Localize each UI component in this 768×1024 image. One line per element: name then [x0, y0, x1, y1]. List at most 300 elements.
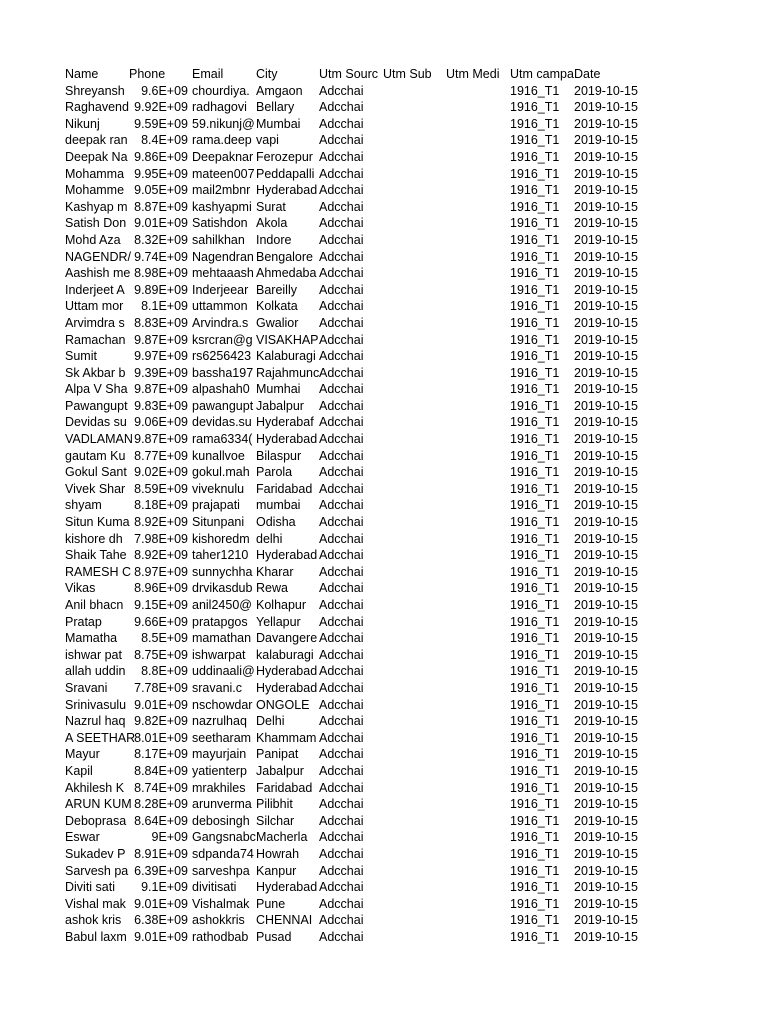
cell-utm-medium[interactable] [445, 348, 509, 365]
cell-utm-source[interactable]: Adcchai [319, 581, 364, 596]
cell-city[interactable]: Jabalpur [256, 398, 304, 413]
cell-phone[interactable]: 8.92E+09 [134, 515, 188, 530]
cell-name[interactable]: Vishal mak [65, 896, 126, 911]
cell-city[interactable]: Delhi [256, 714, 285, 729]
cell-utm-campaign[interactable]: 1916_T1 [510, 100, 560, 115]
cell-utm-medium[interactable] [445, 215, 509, 232]
cell-utm-campaign[interactable]: 1916_T1 [510, 797, 560, 812]
cell-email[interactable]: mrakhiles [192, 780, 246, 795]
cell-phone[interactable]: 7.78E+09 [134, 680, 188, 695]
cell-city[interactable]: Peddapalli [256, 166, 315, 181]
cell-phone[interactable]: 9.86E+09 [134, 149, 188, 164]
cell-utm-medium[interactable] [445, 232, 509, 249]
cell-city[interactable]: Surat [256, 199, 286, 214]
cell-date[interactable]: 2019-10-15 [574, 299, 638, 314]
cell-email[interactable]: sunnychha [192, 564, 253, 579]
cell-city[interactable]: Akola [256, 216, 288, 231]
cell-utm-source[interactable]: Adcchai [319, 183, 364, 198]
cell-email[interactable]: prajapati [192, 498, 240, 513]
cell-utm-medium[interactable] [445, 896, 509, 913]
cell-utm-campaign[interactable]: 1916_T1 [510, 813, 560, 828]
cell-utm-sub[interactable] [382, 199, 445, 216]
cell-utm-campaign[interactable]: 1916_T1 [510, 631, 560, 646]
cell-name[interactable]: A SEETHAR [65, 730, 136, 745]
cell-utm-medium[interactable] [445, 199, 509, 216]
cell-phone[interactable]: 9.87E+09 [134, 382, 188, 397]
cell-name[interactable]: shyam [65, 498, 102, 513]
cell-name[interactable]: Kashyap m [65, 199, 128, 214]
cell-date[interactable]: 2019-10-15 [574, 830, 638, 845]
cell-utm-sub[interactable] [382, 663, 445, 680]
cell-utm-sub[interactable] [382, 265, 445, 282]
cell-email[interactable]: Inderjeear [192, 282, 249, 297]
cell-phone[interactable]: 9.06E+09 [134, 415, 188, 430]
cell-utm-medium[interactable] [445, 431, 509, 448]
cell-name[interactable]: Gokul Sant [65, 465, 127, 480]
cell-email[interactable]: arunverma [192, 797, 252, 812]
cell-name[interactable]: Akhilesh K [65, 780, 125, 795]
header-cell-date[interactable]: Date [574, 67, 601, 81]
cell-utm-medium[interactable] [445, 282, 509, 299]
cell-utm-sub[interactable] [382, 630, 445, 647]
cell-city[interactable]: VISAKHAP [256, 332, 319, 347]
cell-city[interactable]: Hyderabad [256, 432, 318, 447]
cell-name[interactable]: ashok kris [65, 913, 122, 928]
cell-utm-source[interactable]: Adcchai [319, 216, 364, 231]
cell-date[interactable]: 2019-10-15 [574, 332, 638, 347]
cell-city[interactable]: Bellary [256, 100, 295, 115]
cell-utm-medium[interactable] [445, 166, 509, 183]
cell-email[interactable]: mateen007 [192, 166, 255, 181]
cell-utm-sub[interactable] [382, 215, 445, 232]
cell-email[interactable]: anil2450@ [192, 598, 252, 612]
cell-name[interactable]: Ramachan [65, 332, 126, 347]
cell-utm-source[interactable]: Adcchai [319, 780, 364, 795]
cell-date[interactable]: 2019-10-15 [574, 116, 638, 131]
cell-utm-sub[interactable] [382, 580, 445, 597]
cell-email[interactable]: chourdiya. [192, 83, 250, 98]
cell-city[interactable]: Bareilly [256, 282, 297, 297]
cell-email[interactable]: drvikasdub [192, 581, 253, 596]
cell-utm-sub[interactable] [382, 730, 445, 747]
cell-city[interactable]: Bilaspur [256, 448, 302, 463]
cell-date[interactable]: 2019-10-15 [574, 647, 638, 662]
cell-email[interactable]: bassha197 [192, 365, 254, 380]
cell-city[interactable]: ONGOLE [256, 697, 310, 712]
cell-date[interactable]: 2019-10-15 [574, 929, 638, 944]
cell-utm-sub[interactable] [382, 763, 445, 780]
cell-phone[interactable]: 9.87E+09 [134, 332, 188, 347]
cell-date[interactable]: 2019-10-15 [574, 631, 638, 646]
cell-utm-sub[interactable] [382, 99, 445, 116]
cell-utm-sub[interactable] [382, 896, 445, 913]
cell-utm-sub[interactable] [382, 132, 445, 149]
cell-utm-sub[interactable] [382, 414, 445, 431]
cell-phone[interactable]: 9.83E+09 [134, 398, 188, 413]
cell-utm-campaign[interactable]: 1916_T1 [510, 349, 560, 364]
cell-utm-source[interactable]: Adcchai [319, 232, 364, 247]
cell-utm-medium[interactable] [445, 265, 509, 282]
cell-name[interactable]: Mamatha [65, 631, 118, 646]
cell-city[interactable]: Pune [256, 896, 286, 911]
cell-name[interactable]: Raghavend [65, 100, 129, 115]
cell-city[interactable]: Silchar [256, 813, 295, 828]
cell-email[interactable]: sahilkhan [192, 232, 245, 247]
cell-phone[interactable]: 9.92E+09 [134, 100, 188, 115]
cell-utm-medium[interactable] [445, 813, 509, 830]
cell-utm-campaign[interactable]: 1916_T1 [510, 481, 560, 496]
cell-name[interactable]: Mohamma [65, 166, 125, 181]
cell-city[interactable]: Faridabad [256, 780, 313, 795]
cell-city[interactable]: Faridabad [256, 481, 313, 496]
cell-date[interactable]: 2019-10-15 [574, 216, 638, 231]
cell-utm-source[interactable]: Adcchai [319, 133, 364, 148]
cell-date[interactable]: 2019-10-15 [574, 680, 638, 695]
cell-name[interactable]: Pawangupt [65, 398, 128, 413]
cell-phone[interactable]: 8.5E+09 [141, 631, 188, 646]
cell-utm-source[interactable]: Adcchai [319, 863, 364, 878]
cell-utm-source[interactable]: Adcchai [319, 929, 364, 944]
cell-utm-source[interactable]: Adcchai [319, 299, 364, 314]
cell-phone[interactable]: 8.74E+09 [134, 780, 188, 795]
cell-name[interactable]: Uttam mor [65, 299, 124, 314]
cell-utm-medium[interactable] [445, 481, 509, 498]
cell-city[interactable]: Ferozepur [256, 149, 313, 164]
cell-utm-sub[interactable] [382, 249, 445, 266]
cell-utm-medium[interactable] [445, 116, 509, 133]
cell-email[interactable]: pratapgos [192, 614, 248, 629]
cell-city[interactable]: Hyderabad [256, 183, 318, 198]
cell-name[interactable]: Mohd Aza [65, 232, 121, 247]
cell-email[interactable]: ishwarpat [192, 647, 246, 662]
cell-utm-medium[interactable] [445, 99, 509, 116]
cell-phone[interactable]: 9.39E+09 [134, 365, 188, 380]
cell-city[interactable]: Gwalior [256, 315, 299, 330]
cell-utm-medium[interactable] [445, 746, 509, 763]
cell-email[interactable]: sravani.c [192, 680, 243, 695]
cell-city[interactable]: Ahmedaba [256, 266, 317, 281]
cell-city[interactable]: Kolhapur [256, 598, 307, 612]
cell-name[interactable]: Nikunj [65, 116, 100, 131]
cell-utm-source[interactable]: Adcchai [319, 880, 364, 895]
cell-phone[interactable]: 8.28E+09 [134, 797, 188, 812]
cell-date[interactable]: 2019-10-15 [574, 913, 638, 928]
cell-email[interactable]: uddinaali@ [192, 664, 255, 679]
cell-city[interactable]: Yellapur [256, 614, 301, 629]
cell-utm-campaign[interactable]: 1916_T1 [510, 929, 560, 944]
cell-city[interactable]: CHENNAI [256, 913, 313, 928]
cell-city[interactable]: Mumbai [256, 116, 301, 131]
cell-phone[interactable]: 9.89E+09 [134, 282, 188, 297]
cell-city[interactable]: Odisha [256, 515, 296, 530]
cell-name[interactable]: Alpa V Sha [65, 382, 128, 397]
cell-utm-source[interactable]: Adcchai [319, 448, 364, 463]
cell-utm-medium[interactable] [445, 663, 509, 680]
cell-utm-medium[interactable] [445, 514, 509, 531]
cell-phone[interactable]: 8.83E+09 [134, 315, 188, 330]
cell-utm-source[interactable]: Adcchai [319, 166, 364, 181]
cell-email[interactable]: Arvindra.s [192, 315, 249, 330]
cell-utm-medium[interactable] [445, 680, 509, 697]
cell-utm-sub[interactable] [382, 365, 445, 382]
cell-date[interactable]: 2019-10-15 [574, 465, 638, 480]
cell-phone[interactable]: 9.87E+09 [134, 432, 188, 447]
cell-utm-medium[interactable] [445, 497, 509, 514]
cell-utm-sub[interactable] [382, 597, 445, 614]
cell-date[interactable]: 2019-10-15 [574, 315, 638, 330]
cell-utm-source[interactable]: Adcchai [319, 481, 364, 496]
cell-name[interactable]: Srinivasulu [65, 697, 127, 712]
cell-utm-campaign[interactable]: 1916_T1 [510, 780, 560, 795]
cell-phone[interactable]: 8.84E+09 [134, 763, 188, 778]
cell-utm-medium[interactable] [445, 730, 509, 747]
header-cell-utm-sub[interactable]: Utm Sub [383, 67, 432, 81]
cell-city[interactable]: Davangere [256, 631, 318, 646]
cell-phone[interactable]: 9.6E+09 [141, 83, 188, 98]
cell-email[interactable]: pawangupt [192, 398, 254, 413]
cell-utm-sub[interactable] [382, 796, 445, 813]
cell-utm-campaign[interactable]: 1916_T1 [510, 432, 560, 447]
cell-name[interactable]: Kapil [65, 763, 93, 778]
cell-email[interactable]: mamathan [192, 631, 252, 646]
cell-utm-campaign[interactable]: 1916_T1 [510, 282, 560, 297]
cell-utm-sub[interactable] [382, 448, 445, 465]
cell-utm-medium[interactable] [445, 381, 509, 398]
cell-phone[interactable]: 9.05E+09 [134, 183, 188, 198]
cell-phone[interactable]: 9.01E+09 [134, 929, 188, 944]
cell-utm-sub[interactable] [382, 464, 445, 481]
cell-email[interactable]: rama.deep [192, 133, 252, 148]
cell-email[interactable]: nschowdar [192, 697, 253, 712]
cell-phone[interactable]: 9.1E+09 [141, 880, 188, 895]
cell-name[interactable]: Shaik Tahe [65, 548, 127, 563]
cell-phone[interactable]: 9.82E+09 [134, 714, 188, 729]
cell-utm-source[interactable]: Adcchai [319, 913, 364, 928]
cell-utm-campaign[interactable]: 1916_T1 [510, 614, 560, 629]
cell-utm-sub[interactable] [382, 531, 445, 548]
cell-utm-sub[interactable] [382, 879, 445, 896]
cell-utm-campaign[interactable]: 1916_T1 [510, 382, 560, 397]
cell-date[interactable]: 2019-10-15 [574, 149, 638, 164]
cell-utm-sub[interactable] [382, 564, 445, 581]
cell-utm-sub[interactable] [382, 166, 445, 183]
cell-date[interactable]: 2019-10-15 [574, 398, 638, 413]
cell-utm-sub[interactable] [382, 497, 445, 514]
cell-utm-sub[interactable] [382, 746, 445, 763]
cell-utm-medium[interactable] [445, 365, 509, 382]
cell-utm-campaign[interactable]: 1916_T1 [510, 680, 560, 695]
cell-name[interactable]: Vivek Shar [65, 481, 126, 496]
cell-utm-sub[interactable] [382, 680, 445, 697]
cell-utm-campaign[interactable]: 1916_T1 [510, 763, 560, 778]
cell-utm-campaign[interactable]: 1916_T1 [510, 863, 560, 878]
cell-city[interactable]: kalaburagi [256, 647, 314, 662]
cell-utm-sub[interactable] [382, 182, 445, 199]
cell-email[interactable]: radhagovi [192, 100, 247, 115]
cell-name[interactable]: gautam Ku [65, 448, 126, 463]
cell-utm-source[interactable]: Adcchai [319, 747, 364, 762]
cell-name[interactable]: ishwar pat [65, 647, 122, 662]
cell-utm-medium[interactable] [445, 713, 509, 730]
cell-utm-medium[interactable] [445, 298, 509, 315]
cell-phone[interactable]: 9.74E+09 [134, 249, 188, 264]
cell-name[interactable]: Deepak Na [65, 149, 128, 164]
cell-utm-medium[interactable] [445, 249, 509, 266]
cell-email[interactable]: debosingh [192, 813, 250, 828]
cell-utm-sub[interactable] [382, 929, 445, 946]
cell-date[interactable]: 2019-10-15 [574, 730, 638, 745]
cell-utm-medium[interactable] [445, 796, 509, 813]
cell-name[interactable]: kishore dh [65, 531, 123, 546]
cell-phone[interactable]: 7.98E+09 [134, 531, 188, 546]
cell-utm-source[interactable]: Adcchai [319, 266, 364, 281]
cell-utm-source[interactable]: Adcchai [319, 763, 364, 778]
cell-phone[interactable]: 9.95E+09 [134, 166, 188, 181]
cell-utm-campaign[interactable]: 1916_T1 [510, 365, 560, 380]
cell-utm-sub[interactable] [382, 614, 445, 631]
cell-utm-campaign[interactable]: 1916_T1 [510, 199, 560, 214]
cell-utm-medium[interactable] [445, 763, 509, 780]
cell-city[interactable]: Kalaburagi [256, 349, 316, 364]
cell-name[interactable]: Inderjeet A [65, 282, 125, 297]
cell-phone[interactable]: 8.92E+09 [134, 548, 188, 563]
cell-utm-sub[interactable] [382, 829, 445, 846]
cell-date[interactable]: 2019-10-15 [574, 564, 638, 579]
cell-name[interactable]: ARUN KUM [65, 797, 132, 812]
cell-phone[interactable]: 8.32E+09 [134, 232, 188, 247]
cell-email[interactable]: sarveshpa [192, 863, 250, 878]
cell-utm-medium[interactable] [445, 697, 509, 714]
cell-date[interactable]: 2019-10-15 [574, 763, 638, 778]
cell-email[interactable]: ashokkris [192, 913, 245, 928]
cell-utm-source[interactable]: Adcchai [319, 332, 364, 347]
cell-date[interactable]: 2019-10-15 [574, 166, 638, 181]
cell-utm-medium[interactable] [445, 547, 509, 564]
cell-name[interactable]: Arvimdra s [65, 315, 125, 330]
cell-utm-campaign[interactable]: 1916_T1 [510, 249, 560, 264]
cell-phone[interactable]: 9.01E+09 [134, 697, 188, 712]
cell-phone[interactable]: 8.97E+09 [134, 564, 188, 579]
cell-utm-medium[interactable] [445, 647, 509, 664]
cell-name[interactable]: Eswar [65, 830, 100, 845]
cell-email[interactable]: devidas.su [192, 415, 252, 430]
cell-city[interactable]: Panipat [256, 747, 299, 762]
cell-utm-medium[interactable] [445, 531, 509, 548]
cell-utm-campaign[interactable]: 1916_T1 [510, 548, 560, 563]
cell-phone[interactable]: 8.01E+09 [134, 730, 188, 745]
cell-email[interactable]: Vishalmak [192, 896, 250, 911]
cell-utm-medium[interactable] [445, 846, 509, 863]
cell-utm-source[interactable]: Adcchai [319, 531, 364, 546]
cell-utm-medium[interactable] [445, 448, 509, 465]
cell-utm-source[interactable]: Adcchai [319, 282, 364, 297]
cell-email[interactable]: mehtaaash [192, 266, 254, 281]
cell-utm-campaign[interactable]: 1916_T1 [510, 299, 560, 314]
cell-utm-source[interactable]: Adcchai [319, 432, 364, 447]
cell-utm-campaign[interactable]: 1916_T1 [510, 664, 560, 679]
cell-phone[interactable]: 9.01E+09 [134, 896, 188, 911]
cell-utm-sub[interactable] [382, 398, 445, 415]
cell-utm-source[interactable]: Adcchai [319, 647, 364, 662]
cell-date[interactable]: 2019-10-15 [574, 614, 638, 629]
cell-date[interactable]: 2019-10-15 [574, 266, 638, 281]
cell-phone[interactable]: 8.4E+09 [141, 133, 188, 148]
cell-name[interactable]: Sarvesh pa [65, 863, 129, 878]
cell-email[interactable]: rathodbab [192, 929, 249, 944]
cell-utm-sub[interactable] [382, 813, 445, 830]
cell-date[interactable]: 2019-10-15 [574, 448, 638, 463]
cell-name[interactable]: VADLAMAN [65, 432, 133, 447]
cell-city[interactable]: Mumhai [256, 382, 301, 397]
cell-utm-source[interactable]: Adcchai [319, 149, 364, 164]
cell-date[interactable]: 2019-10-15 [574, 232, 638, 247]
cell-city[interactable]: Indore [256, 232, 292, 247]
cell-date[interactable]: 2019-10-15 [574, 100, 638, 115]
cell-city[interactable]: Khammam [256, 730, 317, 745]
cell-name[interactable]: Nazrul haq [65, 714, 126, 729]
header-cell-utm-campaign[interactable]: Utm campa [510, 67, 574, 81]
cell-utm-source[interactable]: Adcchai [319, 714, 364, 729]
cell-name[interactable]: Sk Akbar b [65, 365, 126, 380]
cell-date[interactable]: 2019-10-15 [574, 365, 638, 380]
cell-city[interactable]: Howrah [256, 846, 300, 861]
cell-utm-sub[interactable] [382, 547, 445, 564]
header-cell-utm-source[interactable]: Utm Sourc [319, 67, 379, 81]
cell-email[interactable]: kunallvoe [192, 448, 245, 463]
cell-utm-sub[interactable] [382, 431, 445, 448]
cell-phone[interactable]: 8.1E+09 [141, 299, 188, 314]
cell-utm-source[interactable]: Adcchai [319, 631, 364, 646]
cell-utm-campaign[interactable]: 1916_T1 [510, 846, 560, 861]
cell-utm-campaign[interactable]: 1916_T1 [510, 913, 560, 928]
cell-utm-source[interactable]: Adcchai [319, 797, 364, 812]
cell-email[interactable]: nazrulhaq [192, 714, 247, 729]
cell-phone[interactable]: 9.01E+09 [134, 216, 188, 231]
cell-city[interactable]: Kolkata [256, 299, 298, 314]
cell-name[interactable]: Pratap [65, 614, 102, 629]
cell-name[interactable]: Sumit [65, 349, 97, 364]
cell-utm-sub[interactable] [382, 780, 445, 797]
cell-name[interactable]: Deboprasa [65, 813, 127, 828]
cell-utm-medium[interactable] [445, 912, 509, 929]
cell-date[interactable]: 2019-10-15 [574, 415, 638, 430]
cell-utm-sub[interactable] [382, 846, 445, 863]
cell-utm-sub[interactable] [382, 713, 445, 730]
cell-utm-medium[interactable] [445, 863, 509, 880]
cell-utm-source[interactable]: Adcchai [319, 83, 364, 98]
cell-city[interactable]: Hyderabad [256, 548, 318, 563]
cell-phone[interactable]: 9.02E+09 [134, 465, 188, 480]
cell-date[interactable]: 2019-10-15 [574, 183, 638, 198]
cell-date[interactable]: 2019-10-15 [574, 598, 638, 612]
cell-utm-sub[interactable] [382, 315, 445, 332]
cell-date[interactable]: 2019-10-15 [574, 83, 638, 98]
cell-utm-campaign[interactable]: 1916_T1 [510, 83, 560, 98]
cell-name[interactable]: Aashish me [65, 266, 131, 281]
cell-date[interactable]: 2019-10-15 [574, 382, 638, 397]
cell-utm-medium[interactable] [445, 829, 509, 846]
cell-utm-source[interactable]: Adcchai [319, 116, 364, 131]
cell-name[interactable]: deepak ran [65, 133, 128, 148]
cell-utm-medium[interactable] [445, 315, 509, 332]
cell-utm-medium[interactable] [445, 182, 509, 199]
cell-utm-source[interactable]: Adcchai [319, 664, 364, 679]
cell-utm-campaign[interactable]: 1916_T1 [510, 149, 560, 164]
cell-email[interactable]: kishoredm [192, 531, 250, 546]
cell-utm-campaign[interactable]: 1916_T1 [510, 880, 560, 895]
header-cell-email[interactable]: Email [192, 67, 224, 81]
cell-utm-source[interactable]: Adcchai [319, 515, 364, 530]
